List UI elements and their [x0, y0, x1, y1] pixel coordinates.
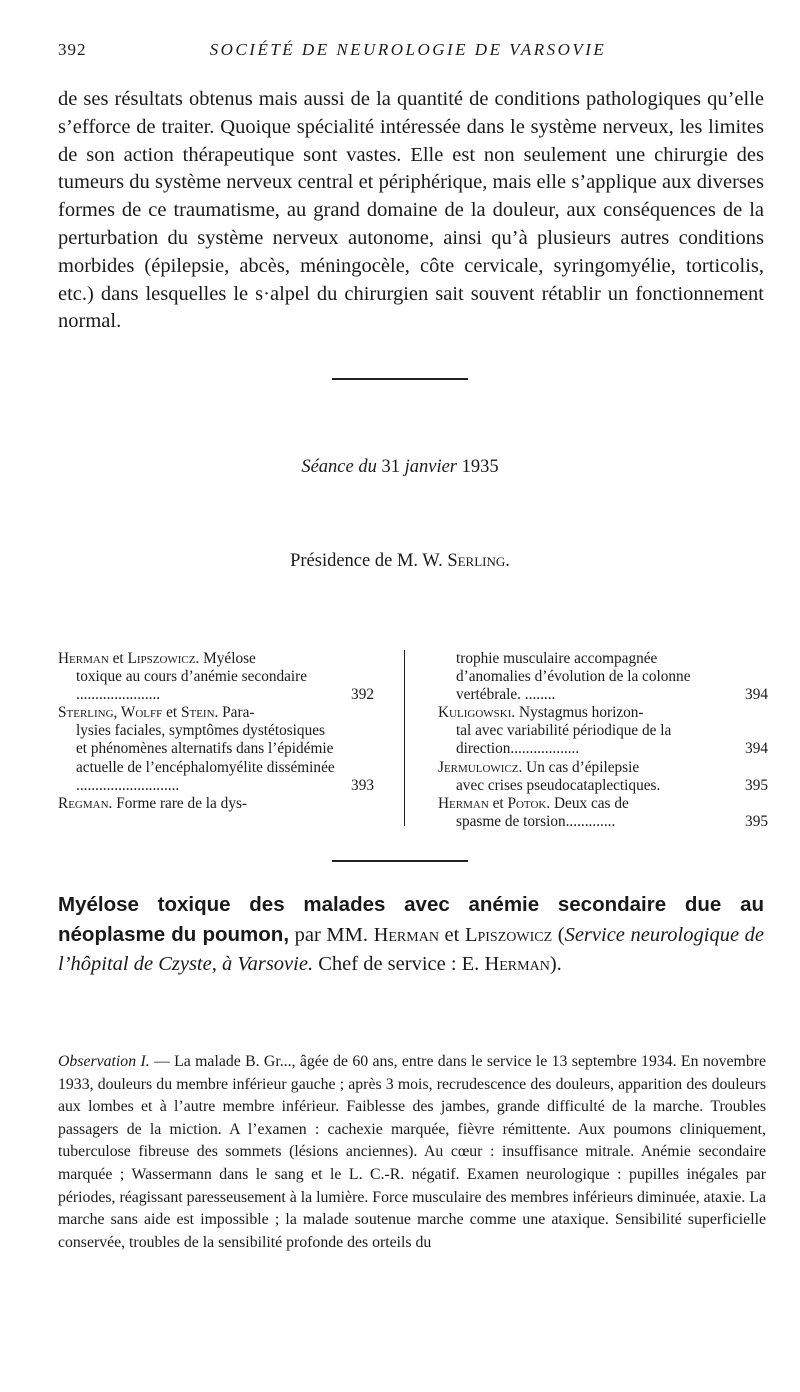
toc-joiner: et [162, 704, 181, 722]
article-title: Myélose toxique des malades avec anémie secondaire due au néoplasme du poumon, [58, 893, 764, 946]
article-paren: ( [552, 924, 565, 946]
toc-title-first: . Para- [214, 704, 255, 722]
presidency-label: Présidence de M. W. S [290, 551, 458, 571]
observation-paragraph [58, 1051, 766, 1254]
toc-page: 394 [745, 686, 768, 704]
session-day: 31 [381, 457, 400, 477]
toc-authors: Herman [438, 794, 489, 812]
toc-authors-2: Stein [180, 704, 215, 722]
toc-authors: Jermulowicz [438, 758, 519, 776]
toc-title-rest: trophie musculaire accompagnée d’anomalies d’évolution de la colonne vertébrale. ........ [456, 650, 691, 704]
article-heading [58, 890, 764, 979]
toc-left-column [58, 650, 374, 813]
presidency-name: erling. [457, 551, 510, 571]
article-close: ). [549, 953, 562, 975]
article-chef: Chef de service : E. [313, 953, 485, 975]
session-prefix: Séance du [301, 457, 377, 477]
toc-authors: Regman [58, 794, 109, 812]
toc-page: 393 [351, 776, 374, 794]
toc-entry [58, 795, 374, 813]
toc-title-rest: spasme de torsion............. [456, 812, 616, 830]
page-number: 392 [58, 40, 87, 59]
article-and: et [438, 924, 465, 946]
toc-entry [438, 650, 768, 704]
toc-page: 392 [351, 686, 374, 704]
toc-title-first: . Nystagmus horizon- [511, 704, 644, 722]
page-header [58, 40, 758, 64]
toc-title-rest: avec crises pseudocataplectiques. [456, 776, 661, 794]
toc-authors: Sterling, Wolff [58, 704, 163, 722]
toc-entry [58, 704, 374, 794]
toc-authors-2: Lipszowicz [127, 650, 196, 667]
observation-label: Observation I. [58, 1053, 150, 1070]
article-author-2: Lpiszowicz [464, 924, 553, 946]
table-of-contents [58, 650, 768, 830]
article-by: par MM. [289, 924, 374, 946]
article-chef-name: Herman [484, 953, 550, 975]
toc-joiner: et [488, 794, 508, 812]
article-service: Service neurologique de l’hôpital de Czyste, à Varsovie. [58, 924, 764, 975]
toc-title-rest: tal avec variabilité périodique de la direction.................. [456, 722, 672, 758]
toc-authors: Herman [58, 650, 109, 667]
toc-title-first: . Forme rare de la dys- [108, 794, 248, 812]
toc-title-first: . Un cas d’épilepsie [518, 758, 640, 776]
toc-authors-2: Potok [507, 794, 547, 812]
toc-authors: Kuligowski [438, 704, 512, 722]
session-year: 1935 [461, 457, 499, 477]
divider-top [332, 378, 468, 380]
toc-page: 395 [745, 812, 768, 830]
toc-title-rest: lysies faciales, symptômes dystétosiques et phénomènes alternatifs dans l’épidémie actuelle de l’encéphalomyélite disséminée ........................... [76, 722, 335, 794]
divider-bottom [332, 860, 468, 862]
toc-title-first: . Myélose [195, 650, 256, 667]
toc-page: 395 [745, 776, 768, 794]
session-date [0, 457, 800, 478]
toc-title-rest: toxique au cours d’anémie secondaire ...................... [76, 668, 308, 704]
session-month: janvier [404, 457, 458, 477]
running-title: SOCIÉTÉ DE NEUROLOGIE DE VARSOVIE [209, 40, 607, 59]
toc-divider [404, 650, 405, 826]
intro-paragraph: de ses résultats obtenus mais aussi de la quantité de conditions pathologiques qu’elle s’efforce de traiter. Quoique spécialité intéressée dans le système nerveux, les limites de son action thérapeutique sont vastes. Elle est non seulement une chirurgie des tumeurs du système nerveux central et périphérique, mais elle s’applique aux diverses formes de ce traumatisme, au grand domaine de la douleur, aux conséquences de la perturbation du système nerveux autonome, ainsi qu’à plusieurs autres conditions morbides (épilepsie, abcès, méningocèle, côte cervicale, syringomyélie, torticolis, etc.) dans lesquelles le s·alpel du chirurgien sait souvent rétablir un fonctionnement normal. [58, 88, 764, 333]
article-author-1: Herman [373, 924, 439, 946]
toc-joiner: et [108, 650, 128, 667]
toc-entry [58, 650, 374, 704]
presidency-line [0, 551, 800, 572]
toc-entry [438, 759, 768, 795]
toc-title-first: . Deux cas de [546, 794, 629, 812]
toc-page: 394 [745, 740, 768, 758]
observation-text: La malade B. Gr..., âgée de 60 ans, entre dans le service le 13 septembre 1934. En novembre 1933, douleurs du membre inférieur gauche ; après 3 mois, recrudescence des douleurs, apparition des douleurs aux lombes et à l’autre membre inférieur. Faiblesse des jambes, grande difficulté de la marche. Troubles passagers de la miction. A l’examen : cachexie marquée, fièvre rémittente. Aux poumons cliniquement, tuberculose fibreuse des sommets (lésions anciennes). Au cœur : insuffisance mitrale. Anémie secondaire marquée ; Wassermann dans le sang et le L. C.-R. négatif. Examen neurologique : pupilles inégales par périodes, réagissant paresseusement à la lumière. Force musculaire des membres inférieurs diminuée, ataxie. La marche sans aide est impossible ; la malade soutenue marche comme une ataxique. Sensibilité superficielle conservée, troubles de la sensibilité profonde des orteils du [58, 1053, 766, 1251]
toc-entry [438, 795, 768, 831]
toc-entry [438, 704, 768, 758]
toc-right-column [438, 650, 768, 831]
observation-dash: — [149, 1053, 175, 1070]
